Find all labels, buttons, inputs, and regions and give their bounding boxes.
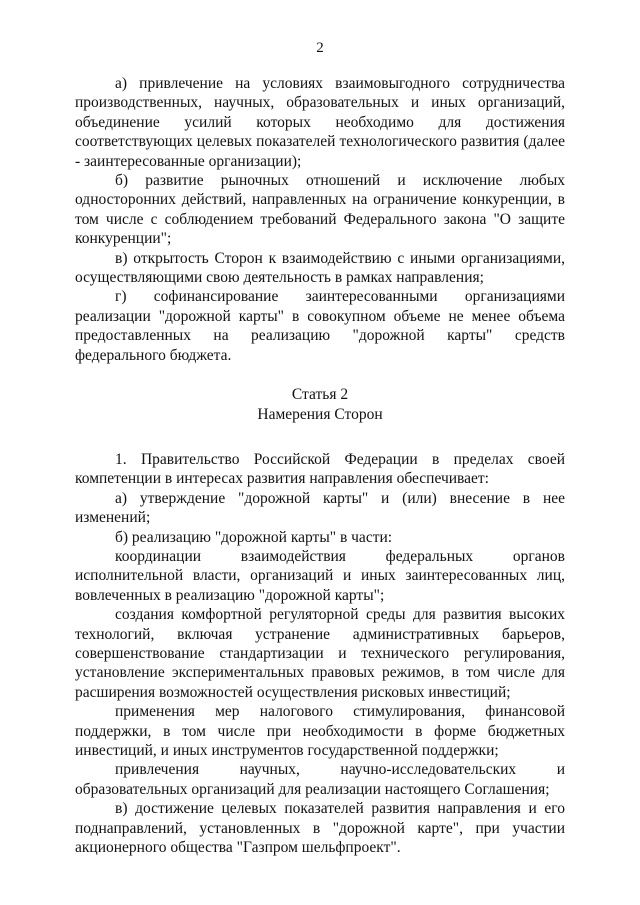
document-body (75, 74, 565, 857)
clause-1-b-regulatory: создания комфортной регуляторной среды для развития высоких технологий, включая устранение административных барьеров, совершенствование стандартизации и технического регулирования, установление экспериментальных правовых режимов, в том числе для расширения возможностей осуществления рисковых инвестиций; (75, 606, 565, 701)
paragraph-g: г) софинансирование заинтересованными организациями реализации "дорожной карты" в совокупном объеме не менее объема предоставленных на реализацию "дорожной карты" средств федерального бюджета. (75, 288, 565, 364)
article-title: Намерения Сторон (257, 405, 383, 423)
paragraph-b: б) развитие рыночных отношений и исключение любых односторонних действий, направленных на ограничение конкуренции, в том числе с соблюдением требований Федерального закона "О защите конкуренции"; (75, 172, 565, 248)
article-number: Статья 2 (291, 386, 349, 404)
paragraph-a: а) привлечение на условиях взаимовыгодного сотрудничества производственных, научных, образовательных и иных организаций, объединение усилий которых необходимо для достижения соответствующих целевых показателей технологического развития (далее - заинтересованные организации); (75, 75, 565, 170)
paragraph-v: в) открытость Сторон к взаимодействию с иными организациями, осуществляющими свою деятельность в рамках направления; (75, 249, 565, 287)
clause-1-b-tax: применения мер налогового стимулирования, финансовой поддержки, в том числе при необходимости в форме бюджетных инвестиций, и иных инструментов государственной поддержки; (75, 703, 565, 759)
clause-1-b-coordination: координации взаимодействия федеральных органов исполнительной власти, организаций и иных заинтересованных лиц, вовлеченных в реализацию "дорожной карты"; (75, 547, 565, 604)
clause-1-v: в) достижение целевых показателей развития направления и его поднаправлений, установленных в "дорожной карте", при участии акционерного общества "Газпром шельфпроект". (75, 800, 565, 857)
page-number: 2 (316, 40, 324, 56)
clause-1-a: а) утверждение "дорожной карты" и (или) внесение в нее изменений; (75, 489, 565, 527)
clause-1-intro: 1. Правительство Российской Федерации в пределах своей компетенции в интересах развития направления обеспечивает: (75, 450, 565, 488)
clause-1-b: б) реализацию "дорожной карты" в части: (115, 528, 393, 546)
clause-1-b-science: привлечения научных, научно-исследовательских и образовательных организаций для реализации настоящего Соглашения; (75, 761, 565, 798)
